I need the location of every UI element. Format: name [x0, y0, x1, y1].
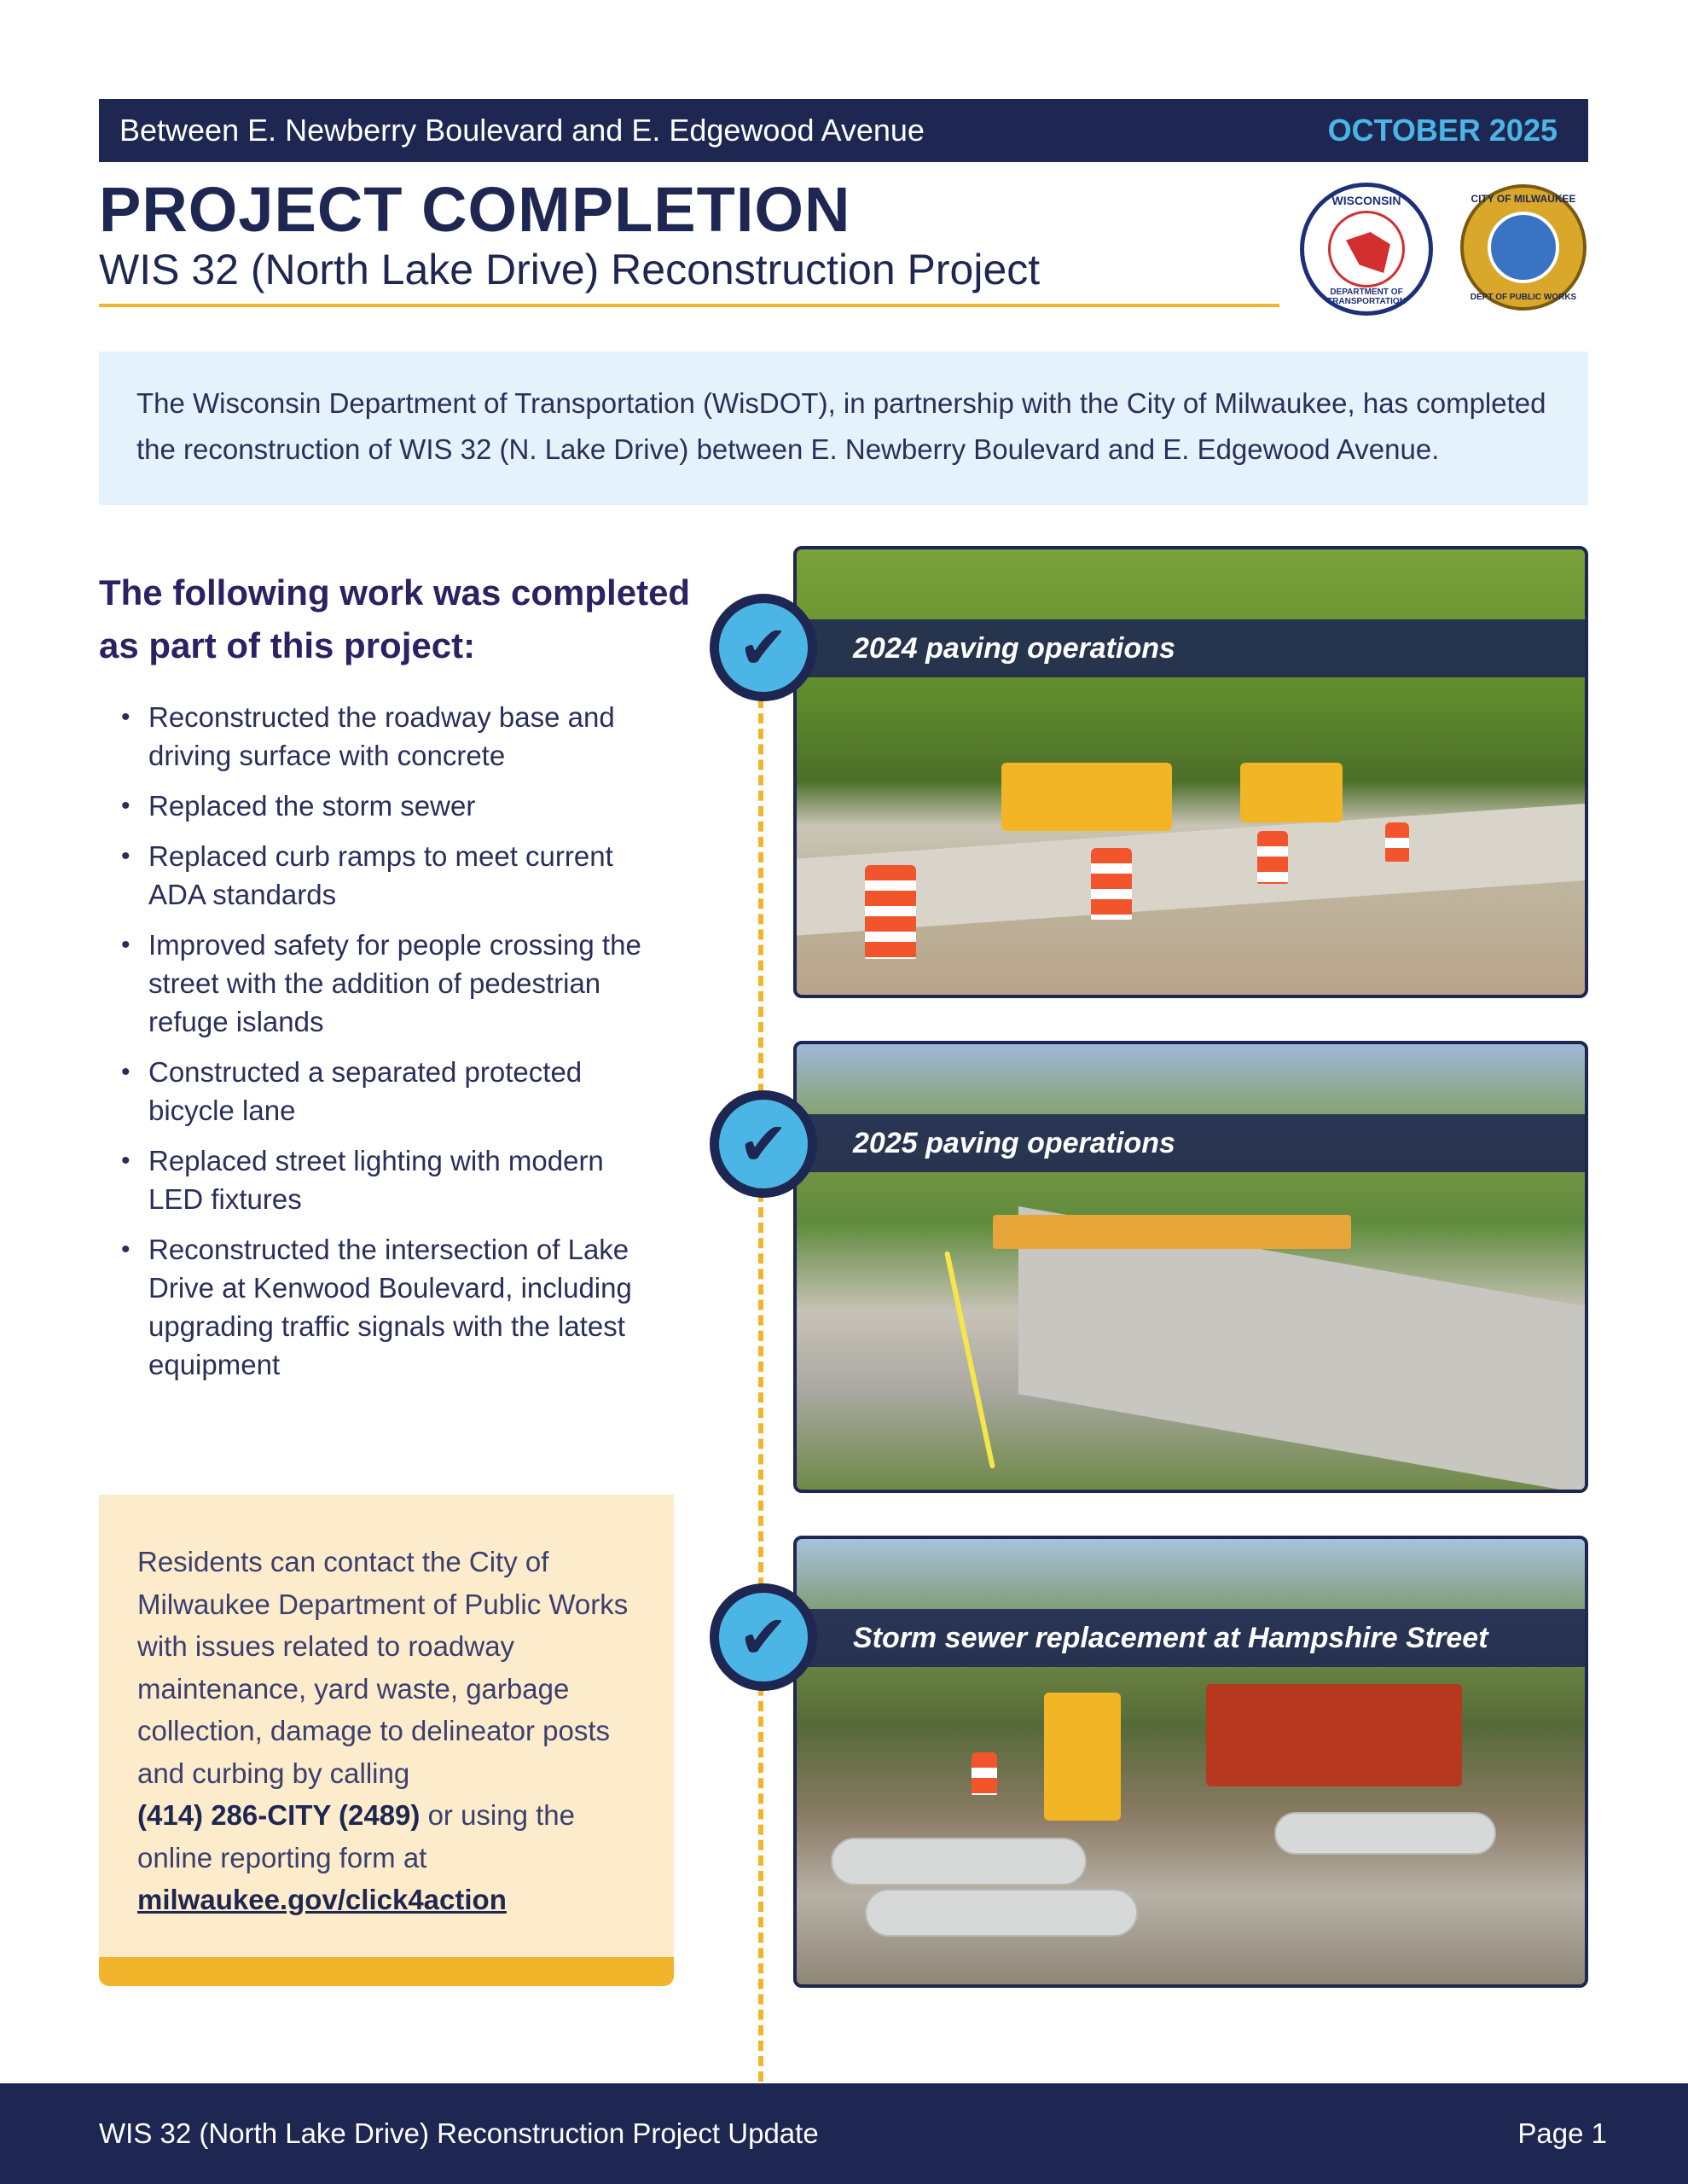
click4action-link[interactable]: milwaukee.gov/click4action	[137, 1884, 507, 1915]
milwaukee-seal-top-text: CITY OF MILWAUKEE	[1470, 193, 1576, 205]
check-icon: ✔	[710, 1583, 817, 1691]
page-title: PROJECT COMPLETION	[99, 174, 851, 245]
header-date: OCTOBER 2025	[1327, 113, 1557, 148]
wisdot-logo-bottom-text: DEPARTMENT OF TRANSPORTATION	[1327, 288, 1406, 306]
header-bar	[99, 99, 1588, 162]
traffic-barrel	[1385, 822, 1409, 862]
paving-machine	[993, 1215, 1351, 1249]
title-underline	[99, 304, 1279, 307]
traffic-barrel	[1091, 848, 1132, 920]
list-item: • Reconstructed the intersection of Lake Drive at Kenwood Boulevard, including upgrading traffic signals with the latest equipment	[119, 1230, 665, 1384]
wisdot-logo-inner	[1328, 211, 1405, 288]
list-item: • Improved safety for people crossing the street with the addition of pedestrian refuge islands	[119, 926, 665, 1041]
sewer-pipe	[831, 1838, 1087, 1885]
work-heading: The following work was completed as part of this project:	[99, 572, 691, 665]
wisdot-logo-top-text: WISCONSIN	[1331, 194, 1401, 207]
milwaukee-seal-bottom-text: DEPT OF PUBLIC WORKS	[1470, 293, 1577, 302]
photo-2025-paving	[793, 1041, 1588, 1493]
list-item: • Replaced street lighting with modern LED fixtures	[119, 1141, 665, 1218]
contact-text: Residents can contact the City of Milwaukee Department of Public Works with issues related to roadway maintenance, yard waste, garbage collection, damage to delineator posts and curbing by calling	[137, 1546, 629, 1789]
contact-box	[99, 1495, 674, 1986]
list-item: • Constructed a separated protected bicycle lane	[119, 1053, 665, 1130]
red-dump-truck	[1206, 1684, 1462, 1786]
caution-tape	[944, 1251, 995, 1469]
contact-phone: (414) 286-CITY (2489)	[137, 1799, 421, 1831]
timeline-line	[758, 682, 763, 2082]
check-icon: ✔	[710, 1090, 817, 1198]
yellow-excavator	[1044, 1693, 1121, 1821]
list-item: • Replaced the storm sewer	[119, 787, 665, 825]
photo-2024-paving	[793, 546, 1588, 998]
photo-caption: Storm sewer replacement at Hampshire Street	[797, 1609, 1585, 1667]
milwaukee-seal-icon	[1460, 184, 1586, 311]
page-footer	[0, 2083, 1688, 2184]
yellow-work-truck	[1240, 763, 1343, 822]
wisconsin-state-shape-icon	[1346, 232, 1390, 273]
photo-storm-sewer	[793, 1536, 1588, 1988]
work-list	[119, 698, 665, 1396]
photo-caption: 2024 paving operations	[797, 619, 1585, 677]
traffic-barrel	[972, 1752, 997, 1795]
page-number: Page 1	[1517, 2117, 1607, 2149]
contact-bottom-band	[99, 1957, 674, 1986]
fresh-concrete-slab	[1018, 1206, 1588, 1493]
sewer-pipe	[1274, 1812, 1496, 1855]
intro-box: The Wisconsin Department of Transportation (WisDOT), in partnership with the City of Milwaukee, has completed the reconstruction of WIS 32 (N. Lake Drive) between E. Newberry Boulevard and E. Edgewood Avenue.	[99, 351, 1588, 505]
list-item: • Reconstructed the roadway base and driving surface with concrete	[119, 698, 665, 775]
check-icon: ✔	[710, 594, 817, 701]
footer-title: WIS 32 (North Lake Drive) Reconstruction Project Update	[99, 2117, 819, 2149]
contact-text-middle: or using the online reporting form at	[137, 1799, 576, 1873]
sewer-pipe	[865, 1889, 1138, 1937]
traffic-barrel	[1257, 831, 1288, 884]
yellow-pickup-truck	[1001, 763, 1172, 831]
list-item: • Replaced curb ramps to meet current ADA standards	[119, 837, 665, 914]
traffic-barrel	[865, 865, 916, 959]
header-location: Between E. Newberry Boulevard and E. Edgewood Avenue	[119, 113, 925, 148]
milwaukee-seal-inner	[1488, 212, 1559, 283]
wisdot-logo-icon	[1300, 183, 1433, 316]
photo-caption: 2025 paving operations	[797, 1114, 1585, 1172]
page-subtitle: WIS 32 (North Lake Drive) Reconstruction Project	[99, 246, 1041, 293]
